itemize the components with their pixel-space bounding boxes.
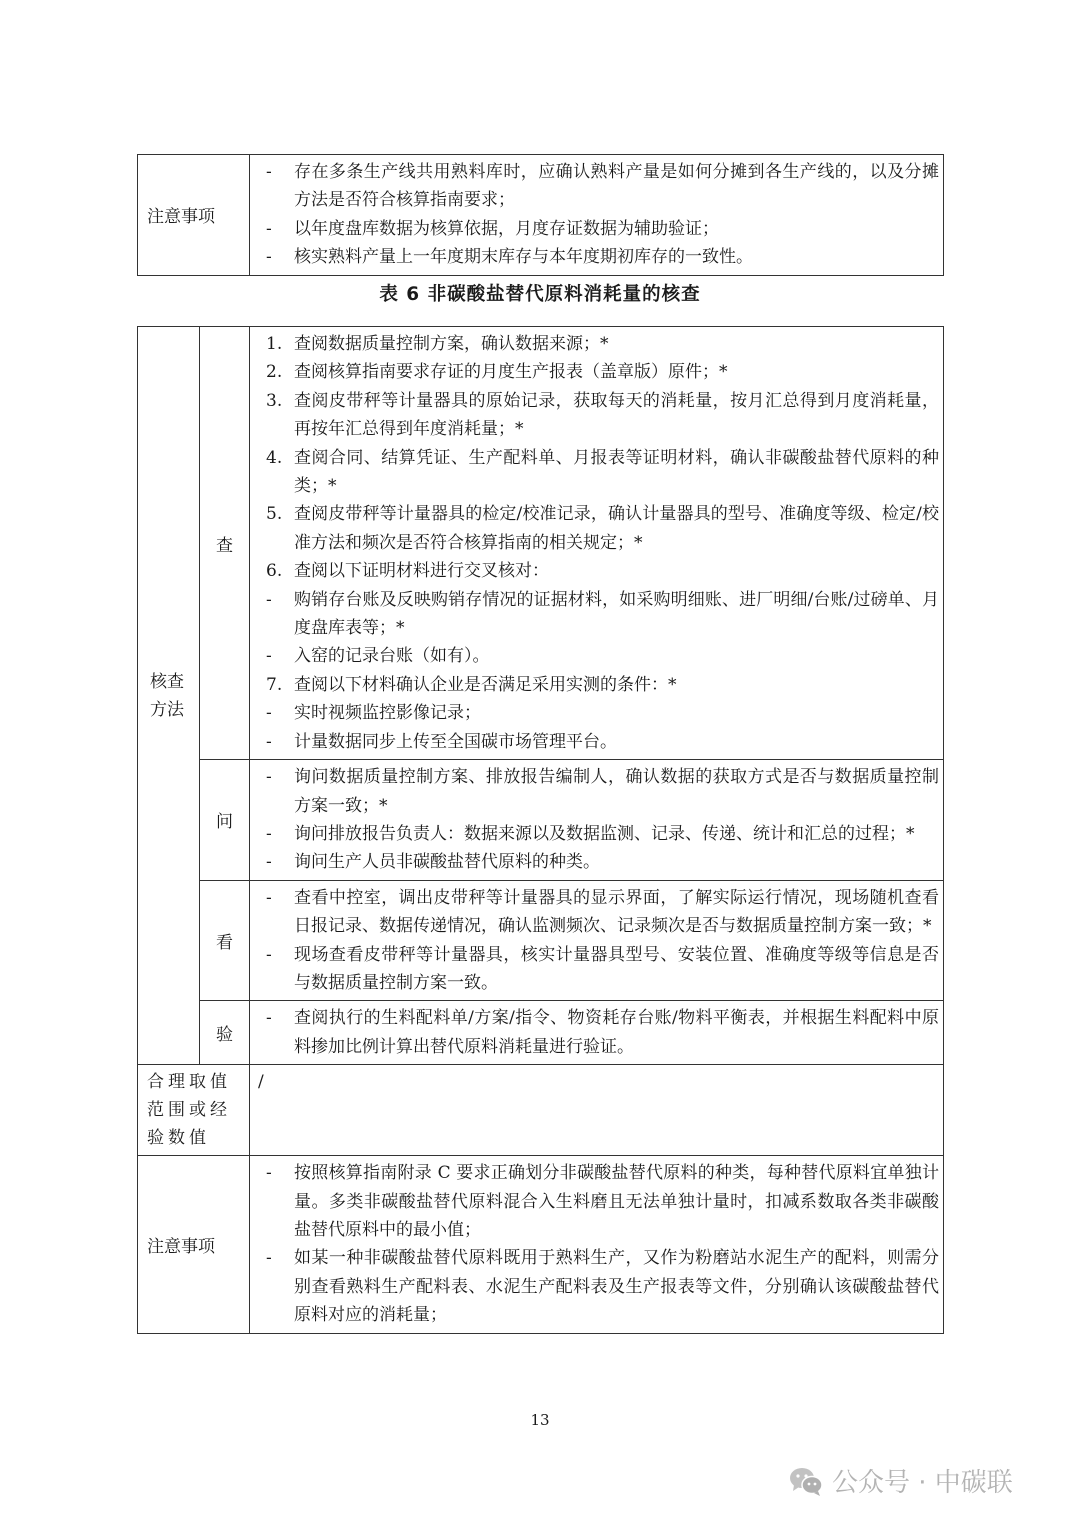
- item-marker: -: [266, 823, 272, 844]
- group-content-ask: [250, 760, 944, 881]
- item-marker: -: [266, 589, 272, 610]
- group-label-ask: 问: [200, 760, 250, 881]
- method-label: 核查方法: [138, 327, 200, 1065]
- item-marker: -: [266, 887, 272, 908]
- group-label-verify: 验: [200, 1001, 250, 1065]
- item-text: 询问生产人员非碳酸盐替代原料的种类。: [294, 852, 600, 873]
- item-text: 查阅执行的生料配料单/方案/指令、物资耗存台账/物料平衡表，并根据生料配料中原料掺加比例计算出替代原料消耗量进行验证。: [294, 1008, 939, 1057]
- list-item: [250, 1244, 939, 1329]
- item-text: 以年度盘库数据为核算依据，月度存证数据为辅助验证；: [294, 218, 719, 239]
- item-text: 存在多条生产线共用熟料库时，应确认熟料产量是如何分摊到各生产线的，以及分摊方法是否符合核算指南要求；: [294, 162, 939, 211]
- item-text: 计量数据同步上传至全国碳市场管理平台。: [294, 731, 617, 752]
- list-item: [250, 158, 939, 215]
- item-marker: -: [266, 767, 272, 788]
- item-text: 查阅数据质量控制方案，确认数据来源；*: [294, 334, 609, 354]
- notes-content-bottom: [250, 1156, 944, 1333]
- list-item: [250, 671, 939, 699]
- group-content-verify: [250, 1001, 944, 1065]
- list-item: [250, 387, 939, 444]
- item-text: 查阅皮带秤等计量器具的原始记录，获取每天的消耗量，按月汇总得到月度消耗量，再按年汇总得到年度消耗量；*: [294, 390, 939, 440]
- item-marker: -: [266, 1163, 272, 1184]
- notes-label: 注意事项: [138, 155, 250, 276]
- list-item: [250, 444, 939, 501]
- item-marker: 4.: [266, 447, 283, 468]
- page-number: 13: [530, 1411, 550, 1429]
- group-content-look: [250, 880, 944, 1001]
- notes-content: [250, 155, 944, 276]
- group-label-look: 看: [200, 880, 250, 1001]
- item-marker: 3.: [266, 390, 283, 411]
- list-item: [250, 884, 939, 941]
- item-marker: 6.: [266, 561, 283, 582]
- item-text: 实时视频监控影像记录；: [294, 703, 481, 724]
- item-marker: -: [266, 703, 272, 724]
- item-marker: -: [266, 852, 272, 873]
- list-item: [250, 243, 939, 271]
- notes-label-bottom: 注意事项: [138, 1156, 250, 1333]
- verification-table: [137, 326, 944, 1334]
- list-item: [250, 215, 939, 243]
- list-item: [250, 699, 939, 727]
- item-marker: -: [266, 1248, 272, 1269]
- item-text: 核实熟料产量上一年度期末库存与本年度期初库存的一致性。: [294, 247, 753, 268]
- list-item: [250, 728, 939, 756]
- list-item: [250, 358, 939, 386]
- list-item: [250, 1159, 939, 1244]
- item-text: 询问排放报告负责人：数据来源以及数据监测、记录、传递、统计和汇总的过程；*: [294, 823, 915, 844]
- range-value: /: [250, 1065, 944, 1156]
- list-item: [250, 820, 939, 848]
- top-notes-table: [137, 154, 944, 276]
- item-text: 查阅合同、结算凭证、生产配料单、月报表等证明材料，确认非碳酸盐替代原料的种类；*: [294, 447, 939, 497]
- item-marker: -: [266, 247, 272, 268]
- list-item: [250, 586, 939, 643]
- item-text: 如某一种非碳酸盐替代原料既用于熟料生产，又作为粉磨站水泥生产的配料，则需分别查看熟料生产配料表、水泥生产配料表及生产报表等文件，分别确认该碳酸盐替代原料对应的消耗量；: [294, 1248, 939, 1326]
- item-marker: -: [266, 162, 272, 182]
- watermark-text: 公众号 · 中碳联: [832, 1468, 1013, 1498]
- item-text: 按照核算指南附录 C 要求正确划分非碳酸盐替代原料的种类，每种替代原料宜单独计量。多类非碳酸盐替代原料混合入生料磨且无法单独计量时，扣减系数取各类非碳酸盐替代原料中的最小值；: [294, 1163, 939, 1240]
- item-text: 入窑的记录台账（如有）。: [294, 646, 490, 667]
- range-label: 合理取值范围或经验数值: [138, 1065, 250, 1156]
- item-text: 查阅以下材料确认企业是否满足采用实测的条件：*: [294, 674, 677, 695]
- list-item: [250, 848, 939, 876]
- list-item: [250, 557, 939, 585]
- list-item: [250, 500, 939, 557]
- group-label-check: 查: [200, 327, 250, 760]
- list-item: [250, 941, 939, 998]
- table-title: 表 6 非碳酸盐替代原料消耗量的核查: [379, 284, 701, 305]
- list-item: [250, 1004, 939, 1061]
- item-marker: 2.: [266, 362, 283, 383]
- list-item: [250, 642, 939, 670]
- group-content-check: [250, 327, 944, 760]
- item-marker: -: [266, 731, 272, 752]
- item-text: 查阅以下证明材料进行交叉核对：: [294, 561, 549, 582]
- item-text: 查阅核算指南要求存证的月度生产报表（盖章版）原件；*: [294, 362, 728, 383]
- item-marker: 7.: [266, 674, 283, 695]
- item-marker: 1.: [266, 334, 283, 354]
- item-marker: -: [266, 1008, 272, 1029]
- item-text: 现场查看皮带秤等计量器具，核实计量器具型号、安装位置、准确度等级等信息是否与数据质量控制方案一致。: [294, 944, 939, 993]
- item-marker: -: [266, 944, 272, 965]
- watermark: [788, 1462, 1013, 1499]
- wechat-icon: [788, 1465, 824, 1497]
- item-text: 购销存台账及反映购销存情况的证据材料，如采购明细账、进厂明细/台账/过磅单、月度盘库表等；*: [294, 589, 939, 639]
- item-text: 查阅皮带秤等计量器具的检定/校准记录，确认计量器具的型号、准确度等级、检定/校准方法和频次是否符合核算指南的相关规定；*: [294, 504, 939, 553]
- item-marker: 5.: [266, 504, 283, 525]
- item-text: 查看中控室，调出皮带秤等计量器具的显示界面，了解实际运行情况，现场随机查看日报记录、数据传递情况，确认监测频次、记录频次是否与数据质量控制方案一致；*: [294, 887, 939, 937]
- item-marker: -: [266, 218, 272, 239]
- item-marker: -: [266, 646, 272, 667]
- list-item: [250, 330, 939, 358]
- item-text: 询问数据质量控制方案、排放报告编制人，确认数据的获取方式是否与数据质量控制方案一致；*: [294, 767, 939, 816]
- list-item: [250, 763, 939, 820]
